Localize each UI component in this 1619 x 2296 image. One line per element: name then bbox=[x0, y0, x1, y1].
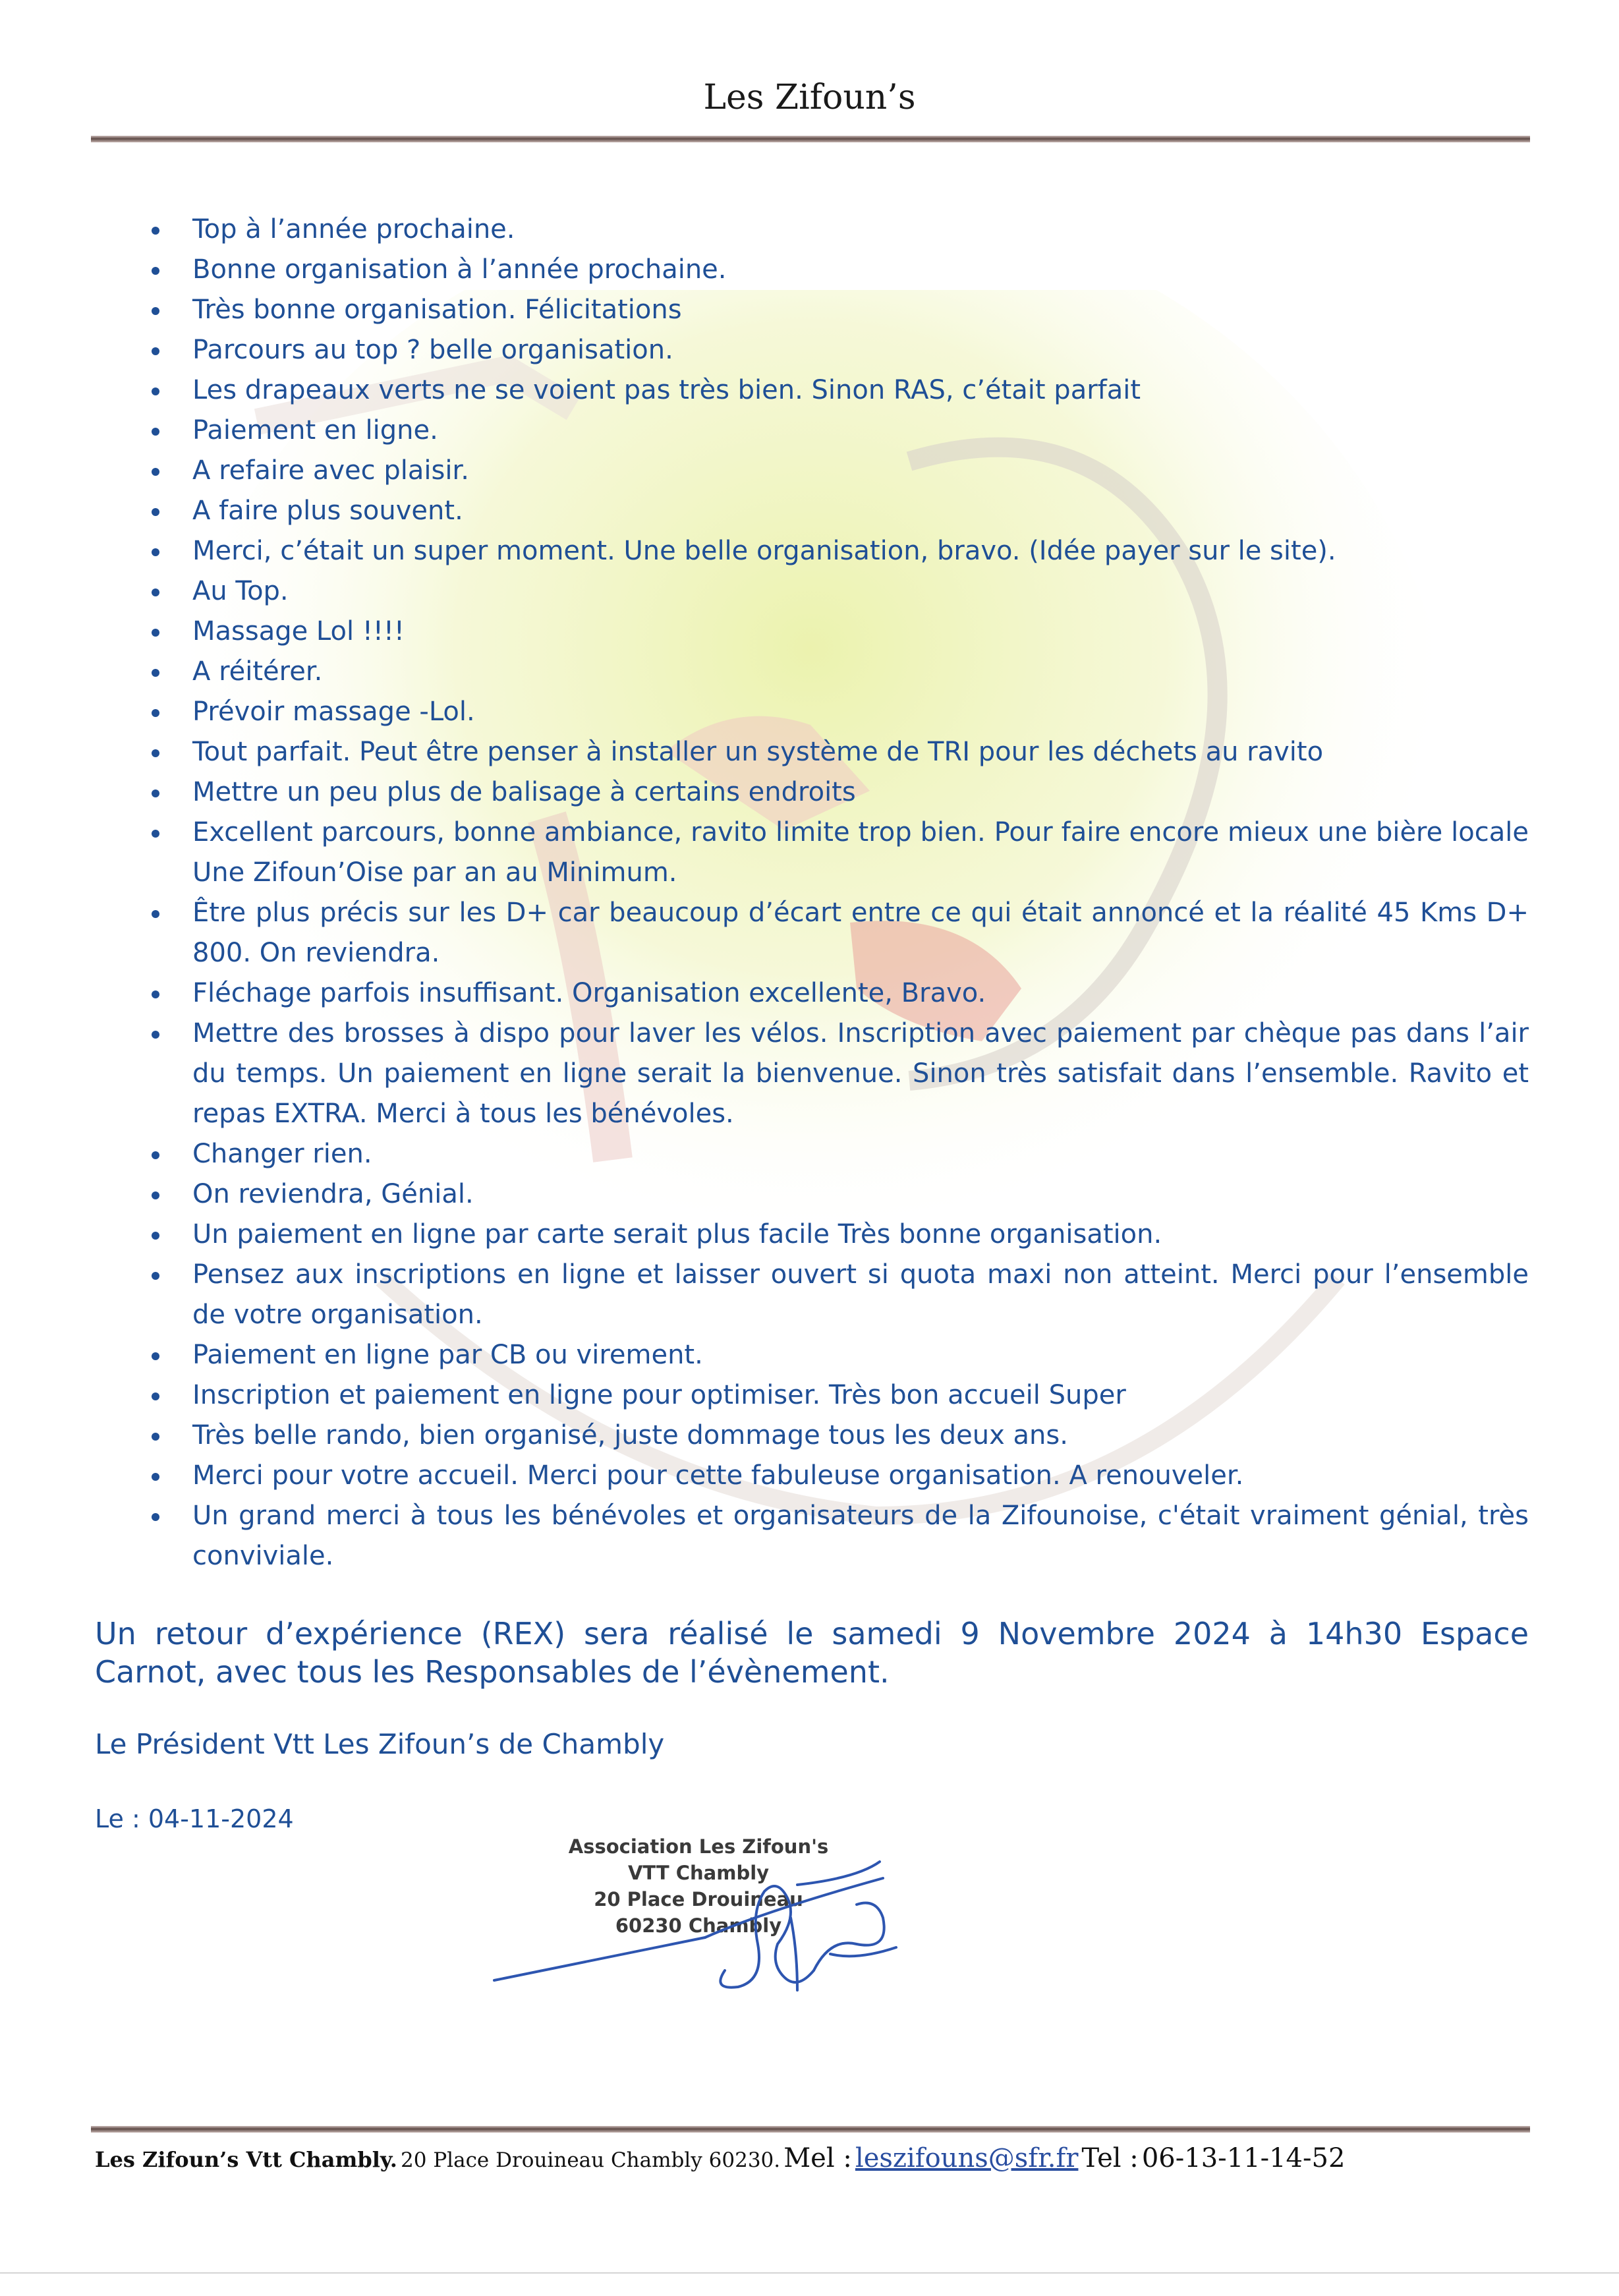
list-item: Massage Lol !!!! bbox=[152, 612, 1529, 652]
stamp-line: 20 Place Drouineau bbox=[594, 1888, 803, 1910]
list-item: Mettre un peu plus de balisage à certains endroits bbox=[152, 772, 1529, 813]
list-item: On reviendra, Génial. bbox=[152, 1174, 1529, 1215]
list-item: A faire plus souvent. bbox=[152, 491, 1529, 531]
letter-date: Le : 04-11-2024 bbox=[95, 1804, 294, 1833]
list-item: Pensez aux inscriptions en ligne et laisser ouvert si quota maxi non atteint. Merci pour l’ensemble de votre organisation. bbox=[152, 1255, 1529, 1335]
list-item: Merci, c’était un super moment. Une belle organisation, bravo. (Idée payer sur le site). bbox=[152, 531, 1529, 571]
footer-email-link[interactable]: leszifouns@sfr.fr bbox=[855, 2143, 1079, 2173]
list-item: Merci pour votre accueil. Merci pour cette fabuleuse organisation. A renouveler. bbox=[152, 1456, 1529, 1496]
list-item: Être plus précis sur les D+ car beaucoup d’écart entre ce qui était annoncé et la réalité 45 Kms D+ 800. On reviendra. bbox=[152, 893, 1529, 973]
list-item: Prévoir massage -Lol. bbox=[152, 692, 1529, 732]
rex-paragraph: Un retour d’expérience (REX) sera réalisé le samedi 9 Novembre 2024 à 14h30 Espace Carnot, avec tous les Responsables de l’évènement. bbox=[95, 1616, 1529, 1690]
list-item: Un grand merci à tous les bénévoles et organisateurs de la Zifounoise, c'était vraiment génial, très conviviale. bbox=[152, 1496, 1529, 1576]
list-item: Tout parfait. Peut être penser à installer un système de TRI pour les déchets au ravito bbox=[152, 732, 1529, 772]
stamp-line: 60230 Chambly bbox=[615, 1914, 782, 1937]
list-item: Un paiement en ligne par carte serait plus facile Très bonne organisation. bbox=[152, 1215, 1529, 1255]
stamp-line: VTT Chambly bbox=[627, 1862, 770, 1884]
president-signoff: Le Président Vtt Les Zifoun’s de Chambly bbox=[95, 1728, 665, 1760]
comments-list bbox=[152, 210, 1529, 1576]
stamp-line: Association Les Zifoun's bbox=[568, 1835, 829, 1858]
list-item: Très belle rando, bien organisé, juste dommage tous les deux ans. bbox=[152, 1416, 1529, 1456]
list-item: Bonne organisation à l’année prochaine. bbox=[152, 250, 1529, 290]
scan-edge-line bbox=[0, 2272, 1619, 2274]
footer-address: 20 Place Drouineau Chambly 60230. bbox=[401, 2148, 781, 2172]
list-item: Changer rien. bbox=[152, 1134, 1529, 1174]
header-rule bbox=[91, 136, 1530, 142]
list-item: Paiement en ligne par CB ou virement. bbox=[152, 1335, 1529, 1375]
list-item: Top à l’année prochaine. bbox=[152, 210, 1529, 250]
list-item: Mettre des brosses à dispo pour laver les vélos. Inscription avec paiement par chèque pas dans l’air du temps. Un paiement en ligne serait la bienvenue. Sinon très satisfait dans l’ensemble. Ravito et repas EXTRA. Merci à tous les bénévoles. bbox=[152, 1014, 1529, 1134]
list-item: Les drapeaux verts ne se voient pas très bien. Sinon RAS, c’était parfait bbox=[152, 370, 1529, 411]
list-item: Parcours au top ? belle organisation. bbox=[152, 330, 1529, 370]
header-title: Les Zifoun’s bbox=[703, 78, 916, 117]
list-item: Fléchage parfois insuffisant. Organisation excellente, Bravo. bbox=[152, 973, 1529, 1014]
list-item: Paiement en ligne. bbox=[152, 411, 1529, 451]
footer-mel-label: Mel : bbox=[783, 2143, 852, 2173]
list-item: Au Top. bbox=[152, 571, 1529, 612]
footer-contact bbox=[95, 2143, 1529, 2173]
list-item: A refaire avec plaisir. bbox=[152, 451, 1529, 491]
footer-rule bbox=[91, 2126, 1530, 2133]
list-item: A réitérer. bbox=[152, 652, 1529, 692]
list-item: Très bonne organisation. Félicitations bbox=[152, 290, 1529, 330]
footer-tel-label: Tel : bbox=[1081, 2143, 1139, 2173]
list-item: Inscription et paiement en ligne pour optimiser. Très bon accueil Super bbox=[152, 1375, 1529, 1416]
list-item: Excellent parcours, bonne ambiance, ravito limite trop bien. Pour faire encore mieux une bière locale Une Zifoun’Oise par an au Minimum. bbox=[152, 813, 1529, 893]
footer-org: Les Zifoun’s Vtt Chambly. bbox=[95, 2147, 397, 2172]
footer-tel: 06-13-11-14-52 bbox=[1141, 2143, 1346, 2173]
handwritten-signature bbox=[488, 1839, 949, 2010]
